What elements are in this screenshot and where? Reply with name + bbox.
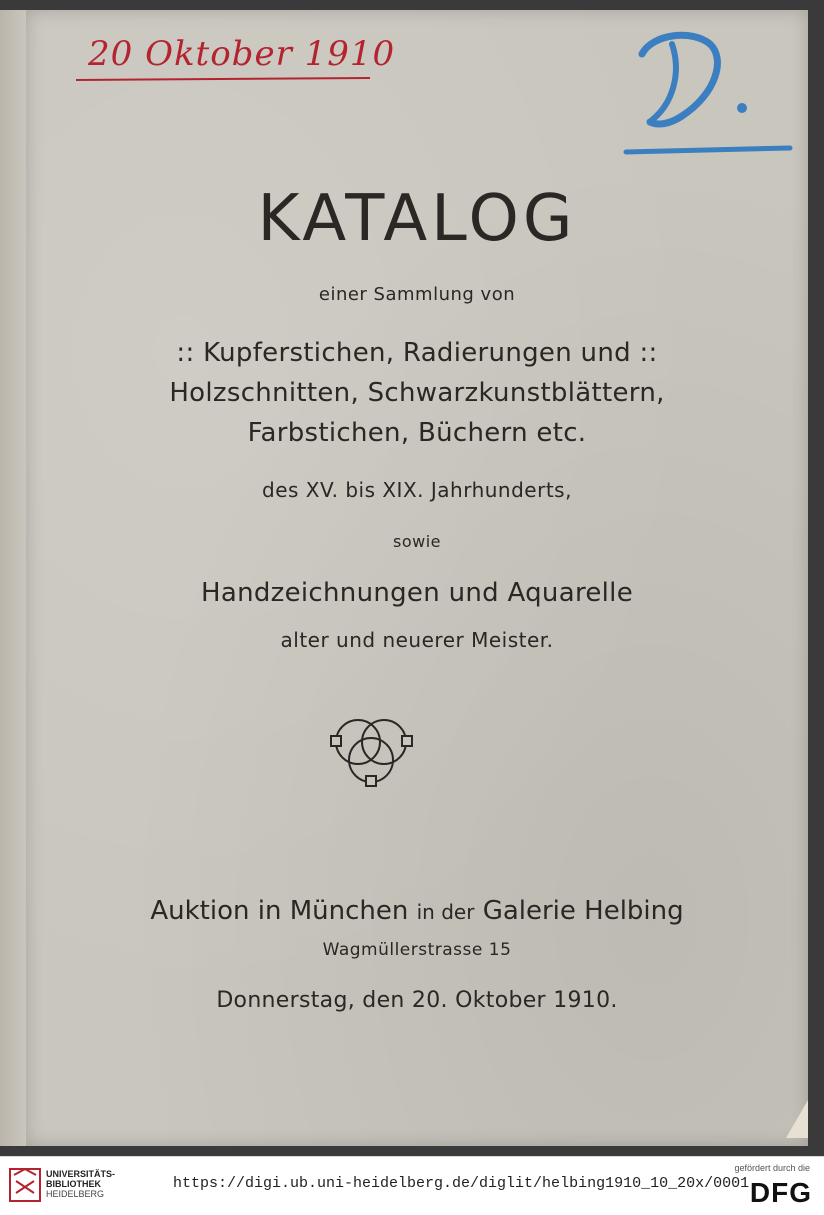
library-line-1: UNIVERSITÄTS-: [46, 1169, 116, 1179]
drawings-line: Handzeichnungen und Aquarelle: [200, 578, 633, 608]
permalink-url[interactable]: https://digi.ub.uni-heidelberg.de/diglit/helbing1910_10_20x/0001: [173, 1175, 750, 1192]
viewer-footer: [0, 1156, 824, 1215]
handwritten-date: 20 Oktober 1910: [88, 34, 396, 74]
dfg-logo[interactable]: DFG: [749, 1177, 812, 1208]
ornament-rings-icon: [326, 714, 416, 790]
auction-line: [26, 896, 808, 926]
content-line-2: Holzschnitten, Schwarzkunstblättern,: [169, 378, 665, 408]
auction-gallery: Galerie Helbing: [482, 896, 684, 926]
page-corner-fold: [786, 1100, 808, 1138]
content-line-1: :: Kupferstichen, Radierungen und ::: [176, 338, 658, 368]
subtitle: einer Sammlung von: [318, 284, 516, 305]
page-binding-edge: [0, 10, 28, 1146]
funded-by-label: gefördert durch die: [734, 1163, 810, 1173]
auction-date: Donnerstag, den 20. Oktober 1910.: [216, 988, 618, 1013]
auction-city: Auktion in München: [150, 896, 409, 926]
century-line: des XV. bis XIX. Jahrhunderts,: [262, 478, 572, 502]
catalog-cover-page: [26, 10, 808, 1146]
university-library-logo-icon[interactable]: [8, 1165, 42, 1205]
page-title: KATALOG: [257, 182, 577, 256]
library-line-2: BIBLIOTHEK: [46, 1179, 101, 1189]
content-line-3: Farbstichen, Büchern etc.: [247, 418, 587, 448]
blue-pencil-mark-icon: [622, 24, 794, 164]
gallery-address: Wagmüllerstrasse 15: [322, 940, 512, 960]
library-line-3: HEIDELBERG: [46, 1189, 105, 1199]
date-underline: [76, 77, 370, 81]
sowie-line: sowie: [393, 532, 441, 551]
library-name[interactable]: [46, 1169, 115, 1199]
auction-in-der: in der: [416, 900, 475, 924]
masters-line: alter und neuerer Meister.: [280, 628, 554, 652]
